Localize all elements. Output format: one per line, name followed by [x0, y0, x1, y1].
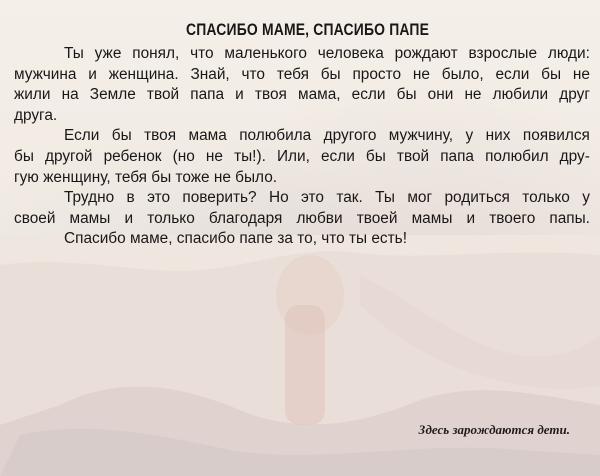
bleed-through-text	[530, 22, 600, 38]
page-title: СПАСИБО МАМЕ, СПАСИБО ПАПЕ	[186, 20, 430, 39]
text-line: мужчина и женщина. Знай, что тебя бы просто не было, если бы не	[14, 65, 590, 83]
text-line: жили на Земле твой папа и твоя мама, если бы они не любили друг	[14, 86, 590, 104]
text-line: гую женщину, тебя бы тоже не было.	[14, 168, 278, 186]
body-text	[14, 44, 590, 250]
text-line: Ты уже понял, что маленького человека рождают взрослые люди:	[64, 45, 590, 62]
text-line: друга.	[14, 106, 58, 124]
caption: Здесь зарождаются дети.	[418, 422, 570, 437]
text-line: Если бы твоя мама полюбила другого мужчину, у них появился	[64, 127, 590, 145]
text-line: своей мамы и только благодаря любви твоей мамы и твоего папы.	[14, 209, 590, 227]
text-line: Трудно в это поверить? Но это так. Ты мог родиться только у	[64, 189, 590, 207]
faded-illustration	[0, 235, 600, 476]
text-line: Спасибо маме, спасибо папе за то, что ты есть!	[64, 230, 407, 248]
text-line: бы другой ребенок (но не ты!). Или, если бы твой папа полюбил дру-	[14, 147, 590, 165]
